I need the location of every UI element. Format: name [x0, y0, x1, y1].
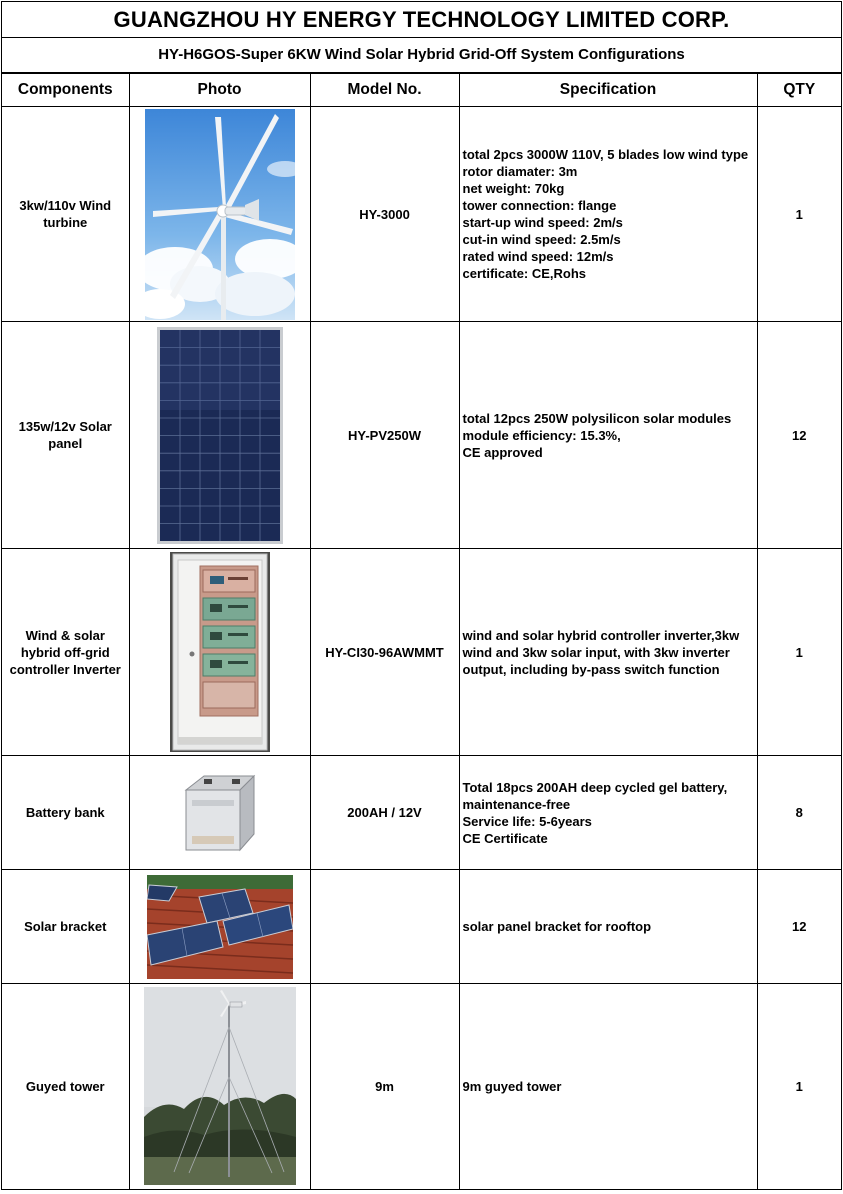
spec-line: total 12pcs 250W polysilicon solar modules	[462, 410, 732, 426]
spec-line: 9m guyed tower	[462, 1078, 562, 1094]
table-header-row	[2, 74, 841, 107]
model-cell: HY-PV250W	[310, 322, 459, 549]
company-title: GUANGZHOU HY ENERGY TECHNOLOGY LIMITED CORP.	[2, 2, 841, 38]
photo-cell	[129, 107, 310, 322]
spec-line: total 2pcs 3000W 110V, 5 blades low wind type	[462, 147, 749, 162]
spec-line: solar panel bracket for rooftop	[462, 919, 652, 934]
model-cell: 200AH / 12V	[310, 756, 459, 870]
spec-line: wind and 3kw solar input, with 3kw inverter	[462, 644, 730, 660]
component-cell: 3kw/110v Wind turbine	[2, 107, 129, 322]
spec-line: rotor diamater: 3m	[462, 164, 578, 179]
spec-line: tower connection: flange	[462, 198, 617, 213]
spec-line: net weight: 70kg	[462, 181, 565, 196]
qty-cell: 1	[757, 549, 841, 756]
photo-cell	[129, 984, 310, 1189]
component-cell: 135w/12v Solar panel	[2, 322, 129, 549]
photo-cell	[129, 870, 310, 984]
component-cell: Wind & solar hybrid off-grid controller Inverter	[2, 549, 129, 756]
spec-line: start-up wind speed: 2m/s	[462, 215, 623, 230]
table-row	[2, 549, 841, 756]
specification-cell	[459, 322, 757, 549]
table-row	[2, 984, 841, 1189]
configuration-sheet	[1, 1, 842, 1190]
photo-cell	[129, 549, 310, 756]
table-row	[2, 870, 841, 984]
rooftop-bracket-photo	[147, 875, 293, 979]
spec-line: output, including by-pass switch function	[462, 661, 720, 677]
qty-cell: 12	[757, 870, 841, 984]
column-header-specification: Specification	[459, 74, 757, 107]
model-cell	[310, 870, 459, 984]
spec-line: Service life: 5-6years	[462, 813, 592, 829]
component-cell: Solar bracket	[2, 870, 129, 984]
specification-cell	[459, 756, 757, 870]
qty-cell: 8	[757, 756, 841, 870]
table-row	[2, 756, 841, 870]
column-header-qty: QTY	[757, 74, 841, 107]
qty-cell: 12	[757, 322, 841, 549]
column-header-model: Model No.	[310, 74, 459, 107]
configuration-table	[2, 73, 841, 1189]
spec-line: maintenance-free	[462, 796, 571, 812]
table-row	[2, 107, 841, 322]
specification-cell	[459, 107, 757, 322]
specification-cell	[459, 984, 757, 1189]
qty-cell: 1	[757, 984, 841, 1189]
specification-cell	[459, 549, 757, 756]
spec-line: CE approved	[462, 444, 543, 460]
spec-line: cut-in wind speed: 2.5m/s	[462, 232, 621, 247]
guyed-tower-photo	[144, 987, 296, 1185]
component-cell: Guyed tower	[2, 984, 129, 1189]
model-cell: HY-CI30-96AWMMT	[310, 549, 459, 756]
controller-cabinet-photo	[170, 552, 270, 752]
column-header-components: Components	[2, 74, 129, 107]
qty-cell: 1	[757, 107, 841, 322]
model-cell: HY-3000	[310, 107, 459, 322]
spec-line: wind and solar hybrid controller inverter,3kw	[462, 627, 740, 643]
photo-cell	[129, 756, 310, 870]
spec-line: CE Certificate	[462, 830, 548, 846]
specification-cell	[459, 870, 757, 984]
table-row	[2, 322, 841, 549]
photo-cell	[129, 322, 310, 549]
model-cell: 9m	[310, 984, 459, 1189]
spec-line: certificate: CE,Rohs	[462, 266, 587, 281]
spec-line: Total 18pcs 200AH deep cycled gel battery,	[462, 779, 728, 795]
component-cell: Battery bank	[2, 756, 129, 870]
system-subtitle: HY-H6GOS-Super 6KW Wind Solar Hybrid Grid-Off System Configurations	[2, 38, 841, 73]
battery-photo	[182, 770, 258, 856]
spec-line: module efficiency: 15.3%,	[462, 427, 621, 443]
solar-panel-photo	[157, 327, 283, 544]
wind-turbine-photo	[145, 109, 295, 320]
spec-line: rated wind speed: 12m/s	[462, 249, 614, 264]
column-header-photo: Photo	[129, 74, 310, 107]
